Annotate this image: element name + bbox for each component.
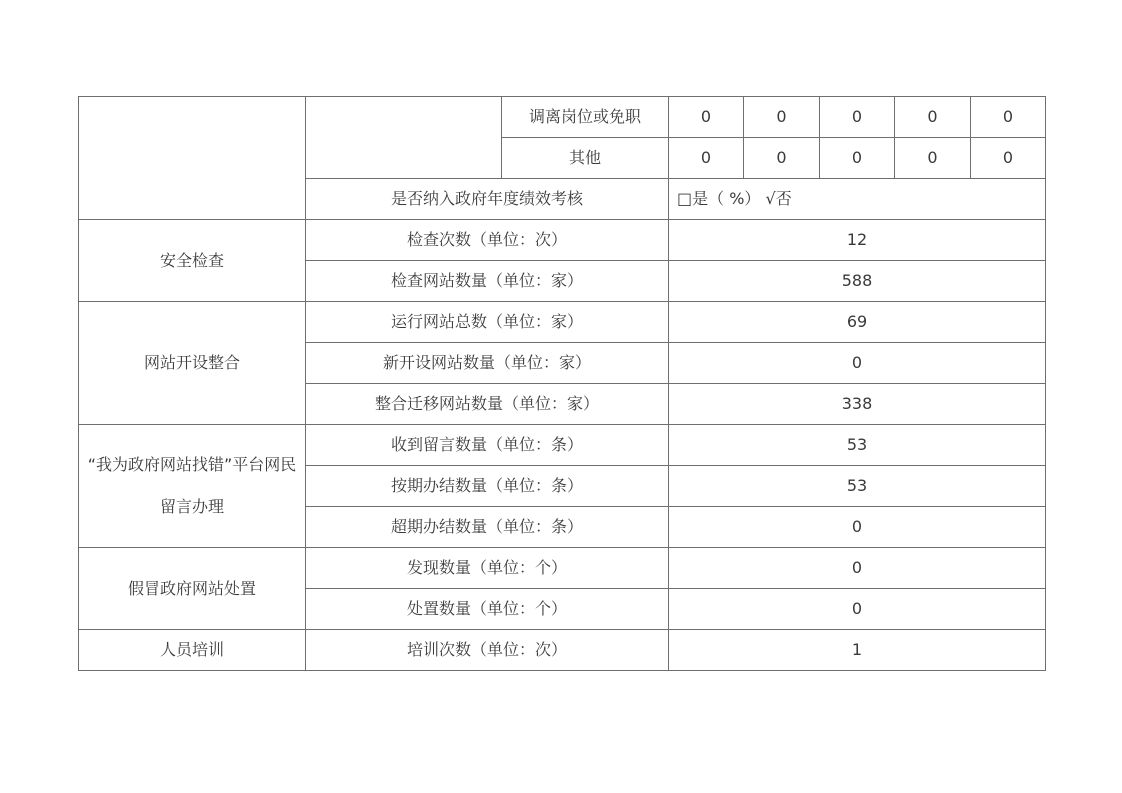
value-cell: 0 — [669, 548, 1046, 589]
performance-options: □是（ %） √否 — [669, 179, 1046, 220]
value-cell: 0 — [895, 138, 971, 179]
row-label: 收到留言数量（单位：条） — [306, 425, 669, 466]
value-cell: 69 — [669, 302, 1046, 343]
value-cell: 0 — [669, 507, 1046, 548]
row-label: 处置数量（单位：个） — [306, 589, 669, 630]
value-cell: 588 — [669, 261, 1046, 302]
category-cell: “我为政府网站找错”平台网民留言办理 — [79, 425, 306, 548]
table-row — [79, 302, 1046, 343]
row-label: 整合迁移网站数量（单位：家） — [306, 384, 669, 425]
row-label: 新开设网站数量（单位：家） — [306, 343, 669, 384]
value-cell: 0 — [744, 97, 820, 138]
category-cell: 人员培训 — [79, 630, 306, 671]
row-label: 检查次数（单位：次） — [306, 220, 669, 261]
table-row — [79, 548, 1046, 589]
category-cell: 网站开设整合 — [79, 302, 306, 425]
table-row — [79, 220, 1046, 261]
table-row — [79, 425, 1046, 466]
value-cell: 0 — [669, 589, 1046, 630]
row-label: 超期办结数量（单位：条） — [306, 507, 669, 548]
value-cell: 12 — [669, 220, 1046, 261]
value-cell: 0 — [895, 97, 971, 138]
report-table — [78, 96, 1046, 671]
value-cell: 0 — [669, 343, 1046, 384]
value-cell: 53 — [669, 466, 1046, 507]
value-cell: 0 — [820, 97, 895, 138]
value-cell: 0 — [971, 97, 1046, 138]
performance-label: 是否纳入政府年度绩效考核 — [306, 179, 669, 220]
value-cell: 0 — [669, 138, 744, 179]
row-label: 调离岗位或免职 — [502, 97, 669, 138]
row-label: 培训次数（单位：次） — [306, 630, 669, 671]
category-cell: 假冒政府网站处置 — [79, 548, 306, 630]
row-label: 发现数量（单位：个） — [306, 548, 669, 589]
value-cell: 1 — [669, 630, 1046, 671]
row-label: 检查网站数量（单位：家） — [306, 261, 669, 302]
table-row — [79, 630, 1046, 671]
value-cell: 0 — [744, 138, 820, 179]
row-label: 其他 — [502, 138, 669, 179]
row-label: 运行网站总数（单位：家） — [306, 302, 669, 343]
value-cell: 0 — [971, 138, 1046, 179]
value-cell: 53 — [669, 425, 1046, 466]
category-cell: 安全检查 — [79, 220, 306, 302]
row-label: 按期办结数量（单位：条） — [306, 466, 669, 507]
value-cell: 338 — [669, 384, 1046, 425]
value-cell: 0 — [669, 97, 744, 138]
value-cell: 0 — [820, 138, 895, 179]
category-cell-empty — [79, 97, 306, 220]
subcategory-cell-empty — [306, 97, 502, 179]
table-row — [79, 97, 1046, 138]
